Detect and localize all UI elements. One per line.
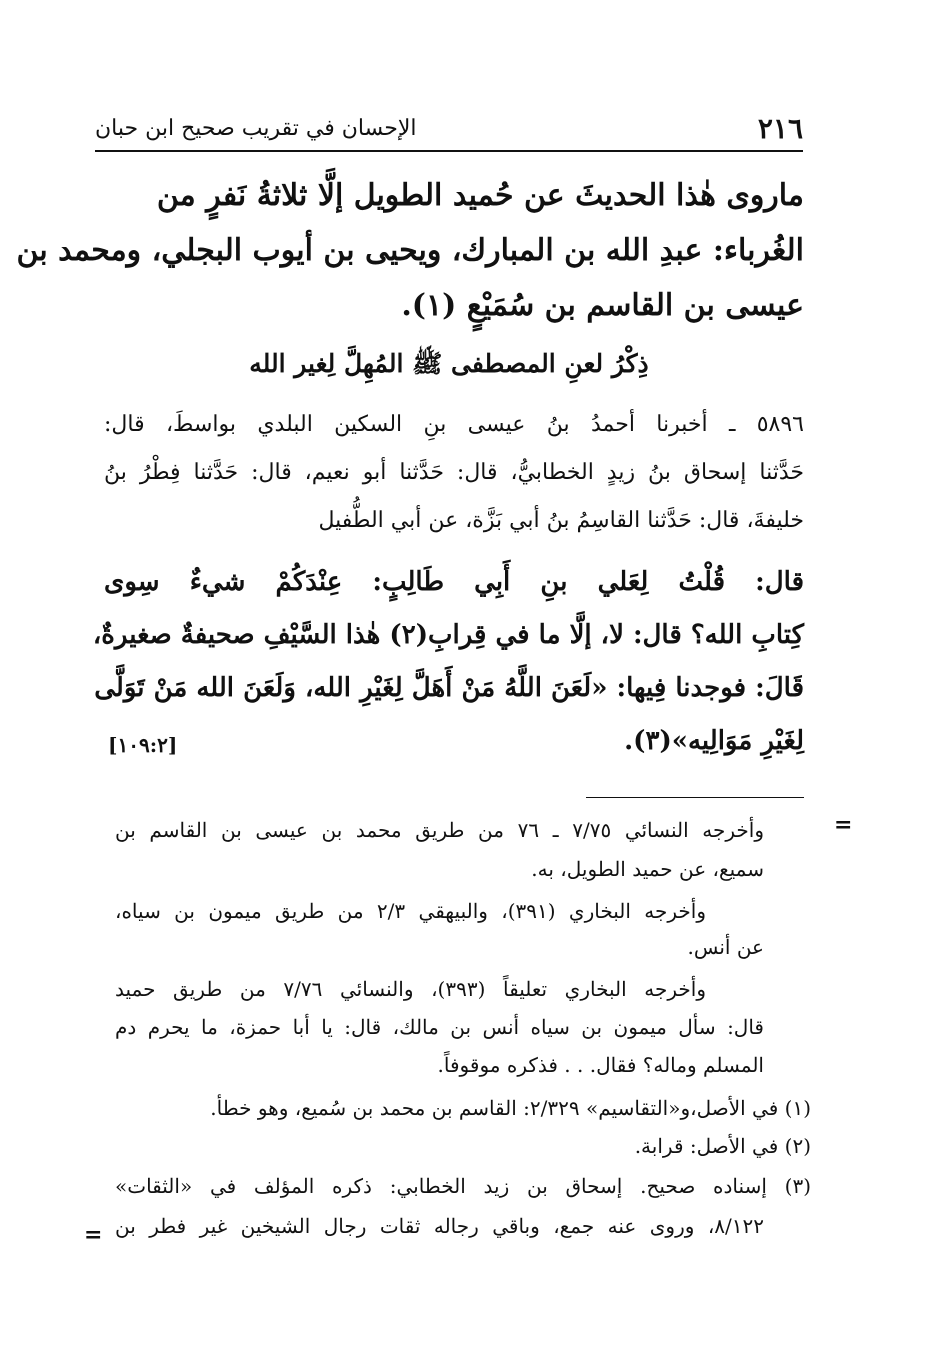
matn-line-4: لِغَيْرِ مَوَالِيه»(٣). <box>624 726 804 756</box>
footnote-3: (٣) إسناده صحيح. إسحاق بن زيد الخطابي: ذكره المؤلف في «الثقات» <box>115 1174 811 1198</box>
continuation-mark-top: = <box>834 812 853 838</box>
intro-line-3: عيسى بن القاسم بن سُمَيْعٍ (١). <box>401 288 804 323</box>
isnad-line-3: خليفةَ، قال: حَدَّثنا القاسِمُ بنُ أبي بَزَّة، عن أبي الطُّفيل <box>318 508 804 533</box>
footnote-3-cont: ٨/١٢٢، وروى عنه جمع، وباقي رجاله ثقات رجال الشيخين غير فطر بن <box>115 1214 765 1238</box>
fn-cont-line-5: وأخرجه البخاري تعليقاً (٣٩٣)، والنسائي ٧/٧٦ من طريق حميد <box>115 977 706 1001</box>
fn-cont-line-6: قال: سأل ميمون بن سياه أنس بن مالك، قال: يا أبا حمزة، ما يحرم دم <box>115 1015 764 1039</box>
fn-cont-line-3: وأخرجه البخاري (٣٩١)، والبيهقي ٢/٣ من طريق ميمون بن سياه، <box>115 899 707 923</box>
intro-line-2: الغُرباء: عبدِ الله بن المبارك، ويحيى بن أيوب البجلي، ومحمد بن <box>16 233 804 268</box>
footnote-1: (١) في الأصل،و«التقاسيم» ٢/٣٢٩: القاسم بن محمد بن سُميع، وهو خطأ. <box>210 1096 811 1120</box>
page-header <box>95 108 803 152</box>
fn-cont-line-4: عن أنس. <box>687 935 764 959</box>
chapter-heading: ذِكْرُ لعنِ المصطفى ﷺ المُهِلَّ لِغير الله <box>249 349 649 378</box>
matn-line-3: قَالَ: فوجدنا فِيها: «لَعَنَ اللَّهُ مَنْ أَهَلَّ لِغَيْرِ الله، وَلَعَنَ الله مَنْ تَوَلَّى <box>94 673 804 703</box>
hadith-reference: [١٠٩:٢] <box>108 733 178 757</box>
running-title: الإحسان في تقريب صحيح ابن حبان <box>95 116 417 141</box>
isnad-line-2: حَدَّثنا إسحاق بنُ زيدٍ الخطابيُّ، قال: حَدَّثنا أبو نعيم، قال: حَدَّثنا فِطْرُ بنُ <box>104 460 804 485</box>
intro-line-1: ماروى هٰذا الحديثَ عن حُميد الطويل إلَّا ثلاثةُ نَفرٍ من <box>156 178 804 213</box>
matn-line-2: كِتابِ الله؟ قال: لا، إلَّا ما في قِرابِ(٢) هٰذا السَّيْفِ صحيفةٌ صغيرةٌ، <box>92 620 804 650</box>
footnote-separator <box>586 797 804 798</box>
page-number: ٢١٦ <box>757 112 803 145</box>
isnad-line-1: ٥٨٩٦ ـ أخبرنا أحمدُ بنُ عيسى بنِ السكين البلدي بواسطَ، قال: <box>104 412 804 437</box>
footnote-2: (٢) في الأصل: قرابة. <box>634 1134 811 1158</box>
continuation-mark-bottom: = <box>84 1222 103 1248</box>
matn-line-1: قال: قُلْتُ لِعَلي بنِ أَبِي طَالِبٍ: عِنْدَكُمْ شيءٌ سِوى <box>104 567 804 597</box>
fn-cont-line-1: وأخرجه النسائي ٧/٧٥ ـ ٧٦ من طريق محمد بن عيسى بن القاسم بن <box>115 818 764 842</box>
fn-cont-line-7: المسلم وماله؟ فقال. . . فذكره موقوفاً. <box>437 1053 764 1077</box>
fn-cont-line-2: سميع، عن حميد الطويل، به. <box>531 857 764 881</box>
